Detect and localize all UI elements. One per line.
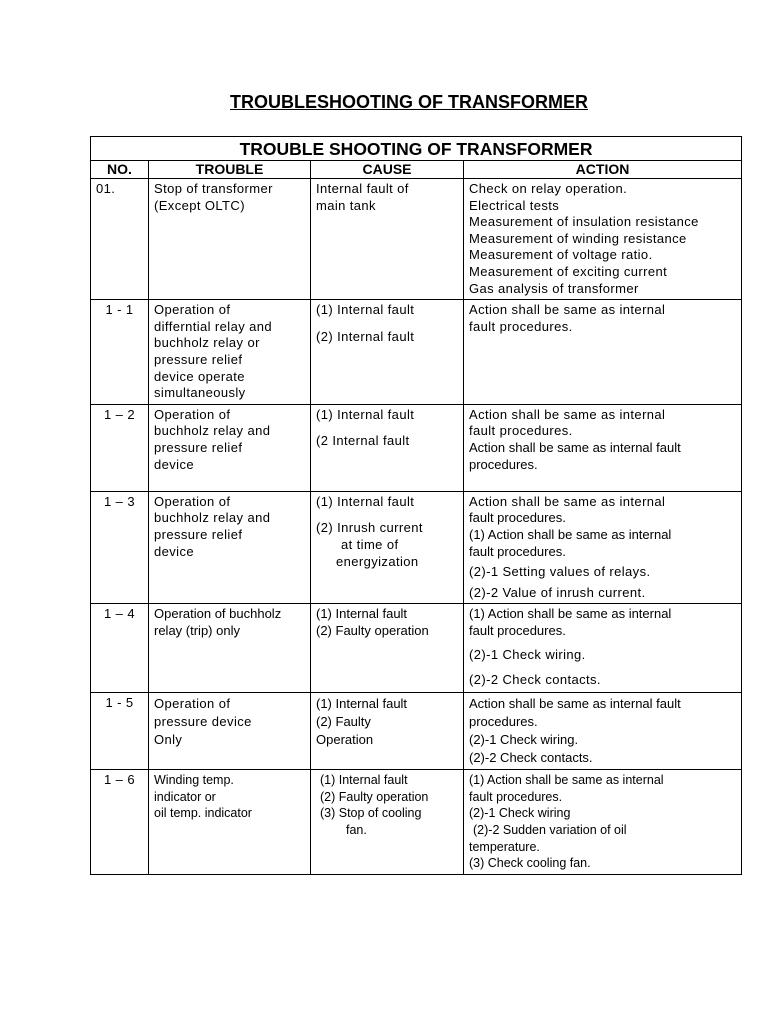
cause-text: (2) Faulty xyxy=(316,714,371,730)
trouble-text: Only xyxy=(154,732,183,748)
trouble-cell xyxy=(149,179,311,300)
action-text: (1) Action shall be same as internal xyxy=(469,526,672,542)
trouble-text: Operation of buchholz xyxy=(154,606,282,622)
cause-text: (1) Internal fault xyxy=(320,773,408,788)
action-text: (2)-2 Check contacts. xyxy=(469,750,593,766)
row-number: 01. xyxy=(91,179,149,300)
action-text: fault procedures. xyxy=(469,543,566,559)
action-text: Gas analysis of transformer xyxy=(469,280,639,296)
cause-text: (2) Faulty operation xyxy=(320,789,429,804)
cause-cell xyxy=(311,770,464,875)
action-text: fault procedures. xyxy=(469,423,573,439)
cause-text: (1) Internal fault xyxy=(316,406,415,422)
trouble-cell xyxy=(149,693,311,770)
action-cell xyxy=(464,770,742,875)
cause-text: (1) Internal fault xyxy=(316,493,415,509)
cause-text: (1) Internal fault xyxy=(316,302,415,318)
action-cell xyxy=(464,300,742,405)
trouble-text: (Except OLTC) xyxy=(154,197,245,213)
action-text: Action shall be same as internal xyxy=(469,302,666,318)
action-text: fault procedures. xyxy=(469,510,566,526)
trouble-text: device xyxy=(154,543,194,559)
action-text: Action shall be same as internal xyxy=(469,406,666,422)
action-text: fault procedures. xyxy=(469,789,563,804)
trouble-cell xyxy=(149,300,311,405)
trouble-text: Operation of xyxy=(154,696,231,712)
action-text: (2)-2 Check contacts. xyxy=(469,672,601,688)
table-row xyxy=(91,179,742,300)
trouble-cell xyxy=(149,770,311,875)
column-header-trouble: TROUBLE xyxy=(149,161,311,179)
action-cell xyxy=(464,179,742,300)
cause-text: Operation xyxy=(316,732,374,748)
trouble-text: Operation of xyxy=(154,493,231,509)
trouble-text: Stop of transformer xyxy=(154,181,273,196)
action-cell xyxy=(464,491,742,604)
cause-text: (2 Internal fault xyxy=(316,433,410,449)
action-text: Measurement of insulation resistance xyxy=(469,214,699,230)
trouble-text: indicator or xyxy=(154,789,216,804)
action-text: (1) Action shall be same as internal xyxy=(469,773,664,788)
action-text: Action shall be same as internal fault xyxy=(469,696,681,712)
trouble-text: pressure relief xyxy=(154,351,243,367)
cause-text: energyization xyxy=(336,553,419,569)
column-header-action: ACTION xyxy=(464,161,742,179)
action-text: fault procedures. xyxy=(469,318,573,334)
trouble-text: pressure relief xyxy=(154,439,243,455)
cause-cell xyxy=(311,604,464,693)
cause-cell xyxy=(311,491,464,604)
trouble-text: buchholz relay or xyxy=(154,335,260,351)
action-text: (3) Check cooling fan. xyxy=(469,856,591,871)
table-row xyxy=(91,693,742,770)
row-number: 1 – 3 xyxy=(91,491,149,604)
cause-text: (1) Internal fault xyxy=(316,696,408,712)
action-text: Action shall be same as internal xyxy=(469,493,666,509)
cause-text: main tank xyxy=(316,197,376,213)
row-number: 1 – 6 xyxy=(91,770,149,875)
trouble-text: simultaneously xyxy=(154,385,246,401)
trouble-text: buchholz relay and xyxy=(154,510,271,526)
action-text: (2)-1 Check wiring xyxy=(469,806,571,821)
troubleshooting-table xyxy=(90,136,742,875)
column-header-no: NO. xyxy=(91,161,149,179)
trouble-text: Operation of xyxy=(154,302,231,318)
cause-text: (1) Internal fault xyxy=(316,606,408,622)
trouble-text: buchholz relay and xyxy=(154,423,271,439)
cause-cell xyxy=(311,404,464,491)
row-number: 1 – 4 xyxy=(91,604,149,693)
table-row xyxy=(91,604,742,693)
cause-text: (2) Internal fault xyxy=(316,328,415,344)
action-text: (2)-1 Check wiring. xyxy=(469,732,579,748)
cause-text: at time of xyxy=(341,536,399,552)
action-text: procedures. xyxy=(469,456,538,472)
trouble-text: Winding temp. xyxy=(154,773,234,788)
table-row xyxy=(91,770,742,875)
action-text: Check on relay operation. xyxy=(469,181,628,196)
cause-cell xyxy=(311,693,464,770)
cause-cell xyxy=(311,300,464,405)
cause-text: (2) Faulty operation xyxy=(316,622,429,638)
action-text: (2)-1 Setting values of relays. xyxy=(469,564,651,580)
table-row xyxy=(91,491,742,604)
action-text: Measurement of winding resistance xyxy=(469,230,687,246)
action-text: (1) Action shall be same as internal xyxy=(469,606,672,622)
row-number: 1 – 2 xyxy=(91,404,149,491)
trouble-text: oil temp. indicator xyxy=(154,806,252,821)
action-text: Measurement of exciting current xyxy=(469,263,668,279)
action-text: Measurement of voltage ratio. xyxy=(469,247,653,263)
action-cell xyxy=(464,604,742,693)
action-text: Action shall be same as internal fault xyxy=(469,439,681,455)
row-number: 1 - 1 xyxy=(91,300,149,405)
trouble-cell xyxy=(149,604,311,693)
action-text: temperature. xyxy=(469,839,540,854)
action-cell xyxy=(464,693,742,770)
cause-cell xyxy=(311,179,464,300)
action-text: Electrical tests xyxy=(469,197,560,213)
cause-text: Internal fault of xyxy=(316,181,409,196)
trouble-text: relay (trip) only xyxy=(154,622,240,638)
trouble-cell xyxy=(149,491,311,604)
table-row xyxy=(91,300,742,405)
table-row xyxy=(91,404,742,491)
table-caption: TROUBLE SHOOTING OF TRANSFORMER xyxy=(91,137,742,161)
cause-text: (2) Inrush current xyxy=(316,520,423,536)
action-text: (2)-2 Sudden variation of oil xyxy=(473,823,627,838)
trouble-text: differntial relay and xyxy=(154,318,273,334)
document-title: TROUBLESHOOTING OF TRANSFORMER xyxy=(230,92,588,112)
column-header-cause: CAUSE xyxy=(311,161,464,179)
action-text: procedures. xyxy=(469,714,538,730)
trouble-text: device operate xyxy=(154,368,245,384)
trouble-text: device xyxy=(154,456,194,472)
trouble-text: Operation of xyxy=(154,406,231,422)
cause-text: (3) Stop of cooling xyxy=(320,806,422,821)
cause-text: fan. xyxy=(346,823,367,838)
trouble-text: pressure relief xyxy=(154,526,243,542)
action-text: (2)-2 Value of inrush current. xyxy=(469,584,646,600)
row-number: 1 - 5 xyxy=(91,693,149,770)
action-text: fault procedures. xyxy=(469,622,566,638)
trouble-text: pressure device xyxy=(154,714,252,730)
action-text: (2)-1 Check wiring. xyxy=(469,647,586,663)
trouble-cell xyxy=(149,404,311,491)
action-cell xyxy=(464,404,742,491)
